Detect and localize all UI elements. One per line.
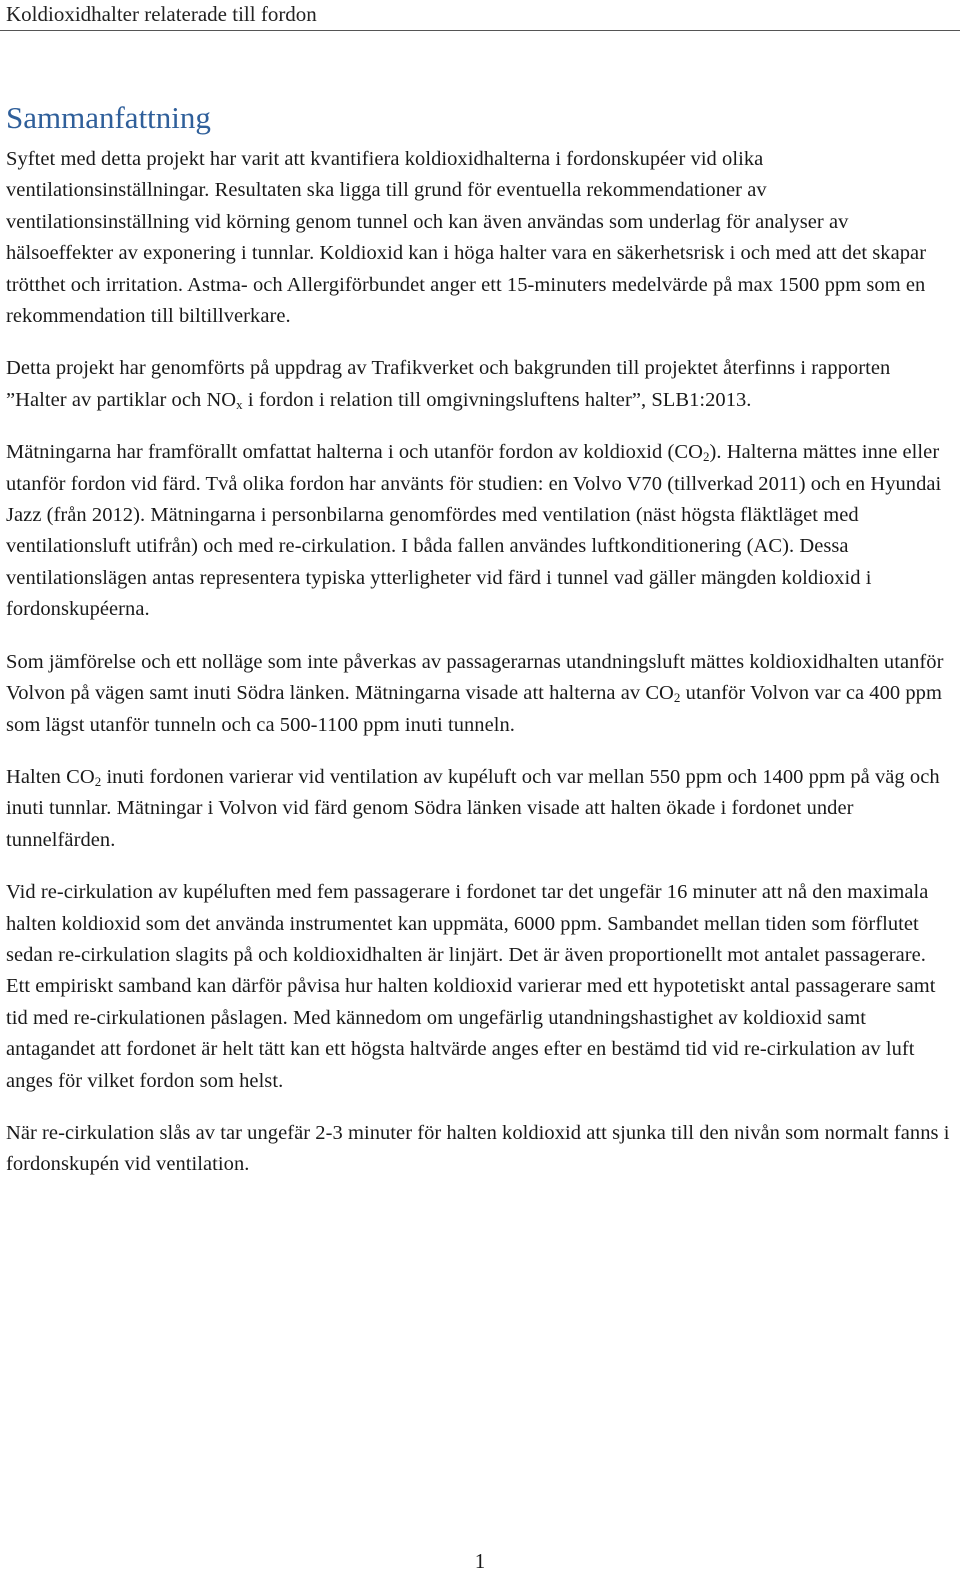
paragraph-comparison-text-2: utanför Volvon var ca 400 ppm som lägst utanför tunneln och ca 500-1100 ppm inuti tunneln.: [6, 682, 942, 736]
paragraph-measurements-text-1: Mätningarna har framförallt omfattat halterna i och utanför fordon av koldioxid (CO: [6, 441, 703, 464]
page-number: 1: [474, 1549, 486, 1573]
paragraph-background-text-1: Detta projekt har genomförts på uppdrag av Trafikverket och bakgrunden till projektet återfinns i rapporten ”Halter av partiklar och NO: [6, 357, 891, 411]
co2-subscript: 2: [702, 449, 710, 465]
paragraph-recirculation: Vid re-cirkulation av kupéluften med fem passagerare i fordonet tar det ungefär 16 minuter att nå den maximala halten koldioxid som det använda instrumentet kan uppmäta, 6000 ppm. Sambandet mellan tiden som förflutet sedan re-cirkulation slagits på och koldioxidhalten är linjärt. Det är även proportionellt mot antalet passagerare. Ett empiriskt samband kan därför påvisa hur halten koldioxid varierar med ett hypotetiskt antal passagerare samt tid med re-cirkulationen påslagen. Med kännedom om ungefärlig utandningshastighet av koldioxid samt antagandet att fordonet är helt tätt kan ett högsta haltvärde anges efter en bestämd tid vid re-cirkulation av luft anges för vilket fordon som helst.: [6, 881, 936, 1092]
paragraph-purpose: Syftet med detta projekt har varit att kvantifiera koldioxidhalterna i fordonskupéer vid olika ventilationsinställningar. Resultaten ska ligga till grund för eventuella rekommendationer av ventilationsinställning vid körning genom tunnel och kan även användas som underlag för analyser av hälsoeffekter av exponering i tunnlar. Koldioxid kan i höga halter vara en säkerhetsrisk i och med att det skapar trötthet och irritation. Astma- och Allergiförbundet anger ett 15-minuters medelvärde på max 1500 ppm som en rekommendation till biltillverkare.: [6, 148, 927, 328]
running-header: [0, 0, 960, 31]
paragraph-measurements-text-2: ). Halterna mättes inne eller utanför fordon vid färd. Två olika fordon har använts för studien: en Volvo V70 (tillverkad 2011) och en Hyundai Jazz (från 2012). Mätningarna i personbilarna genomfördes med ventilation (näst högsta fläktläget med ventilationsluft utifrån) och med re-cirkulation. I båda fallen användes luftkonditionering (AC). Dessa ventilationslägen antas representera typiska ytterligheter vid färd i tunnel vad gäller mängden koldioxid i fordonskupéerna.: [6, 441, 942, 621]
document-body: [6, 100, 954, 1202]
nox-subscript: x: [236, 396, 243, 412]
paragraph-ventilation-results: [6, 762, 954, 856]
paragraph-recirculation-off: När re-cirkulation slås av tar ungefär 2-3 minuter för halten koldioxid att sjunka till den nivån som normalt fanns i fordonskupén vid ventilation.: [6, 1121, 950, 1176]
section-heading: Sammanfattning: [6, 100, 211, 135]
paragraph-comparison-text-1: Som jämförelse och ett nolläge som inte påverkas av passagerarnas utandningsluft mättes koldioxidhalten utanför Volvon på vägen samt inuti Södra länken. Mätningarna visade att halterna av CO: [6, 650, 944, 705]
paragraph-ventilation-text-2: inuti fordonen varierar vid ventilation av kupéluft och var mellan 550 ppm och 1400 ppm på väg och inuti tunnlar. Mätningar i Volvon vid färd genom Södra länken visade att halten ökade i fordonet under tunnelfärden.: [6, 765, 940, 851]
paragraph-background-text-2: i fordon i relation till omgivningsluftens halter”, SLB1:2013.: [242, 388, 752, 411]
paragraph-measurements: [6, 437, 954, 625]
paragraph-comparison: [6, 647, 954, 741]
paragraph-ventilation-text-1: Halten CO: [6, 765, 95, 788]
document-title: Koldioxidhalter relaterade till fordon: [6, 2, 317, 26]
paragraph-background: [6, 353, 954, 416]
co2-subscript: 2: [673, 690, 681, 706]
co2-subscript: 2: [94, 773, 102, 789]
